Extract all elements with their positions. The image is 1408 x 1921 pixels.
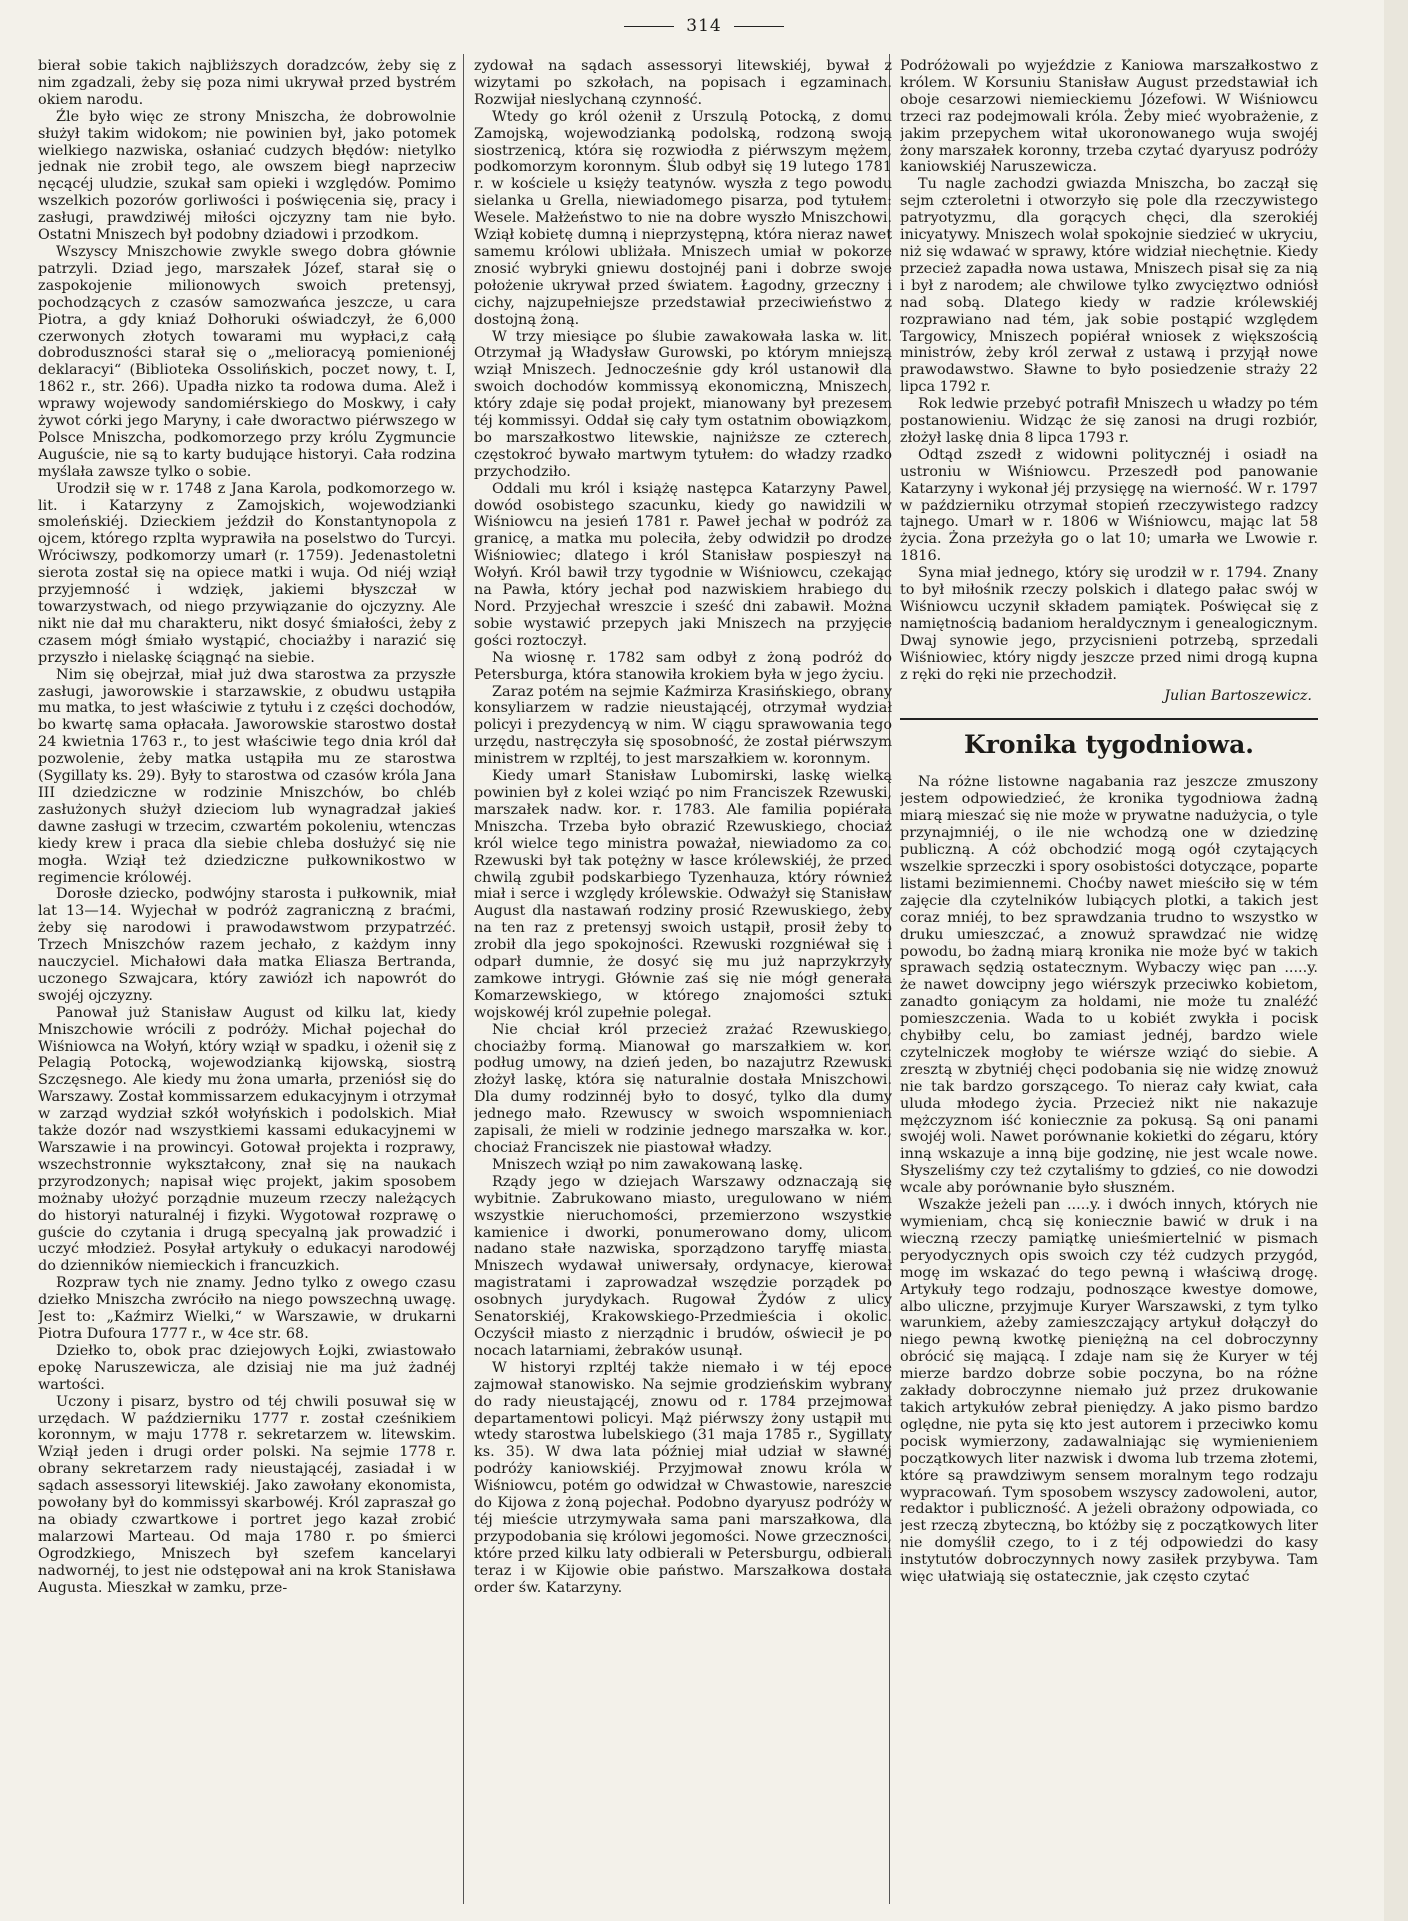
page-number: 314 [0,16,1408,36]
section-divider [900,718,1318,720]
paragraph: Wszakże jeżeli pan .....y. i dwóch innych, których nie wymieniam, chcą się koniecznie bawić w druk i na wieczną rzeczy pamiątkę unieśmiertelnić w pismach peryodycznych opis swoich czy téż cudzych przygód, mogę im wskazać do tego pewną i właściwą drogę. Artykuły tego rodzaju, podnoszące kwestye domowe, albo uliczne, przyjmuje Kuryer Warszawski, z tym tylko warunkiem, ażeby zamieszczający artykuł dołączył do niego pewną kwotkę pieniężną na cel dobroczynny obrócić się mającą. I zdaje nam się że Kuryer w téj mierze bardzo dobrze sobie poczyna, bo na różne zakłady dobroczynne niemało już przez drukowanie takich artykułów zebrał pieniędzy. A jako pismo bardzo oględne, nie pyta się kto jest autorem i przeciwko komu pocisk wymierzony, zadawalniając się wymienieniem początkowych liter nazwisk i dwoma lub trzema złotemi, które są prawdziwym sensem moralnym tego rodzaju wypracowań. Tym sposobem wszyscy zadowoleni, autor, redaktor i publiczność. A jeżeli obrażony odpowiada, co jest rzeczą zbyteczną, bo któżby się z początkowych liter nie domyślił czego, to i z téj odpowiedzi do kasy instytutów dobroczynnych nowy zasiłek przybywa. Tam więc ułatwiają się ostatecznie, jak często czytać [900,1197,1318,1586]
page-edge [1384,0,1408,1921]
paragraph: Dziełko to, obok prac dziejowych Łojki, zwiastowało epokę Naruszewicza, ale dzisiaj nie ma już żadnéj wartości. [38,1342,456,1393]
paragraph: Rozpraw tych nie znamy. Jedno tylko z owego czasu dziełko Mniszcha zwróciło na niego powszechną uwagę. Jest to: „Kaźmirz Wielki,“ w Warszawie, w drukarni Piotra Dufoura 1777 r., w 4ce str. 68. [38,1275,456,1342]
paragraph: Rok ledwie przebyć potrafił Mniszech u władzy po tém postanowieniu. Widząc że się zanosi na drugi rozbiór, złożył laskę dnia 8 lipca 1793 r. [900,396,1318,446]
column-2 [474,58,892,1898]
paragraph: Panował już Stanisław August od kilku lat, kiedy Mniszchowie wrócili z podróży. Michał pojechał do Wiśniowca na Wołyń, który wziął w spadku, i ożenił się z Pelagią Potocką, wojewodzianką kijowską, siostrą Szczęsnego. Ale kiedy mu żona umarła, przeniósł się do Warszawy. Został kommissarzem edukacyjnym i otrzymał w zarząd wydział szkół wołyńskich i podolskich. Miał także dozór nad wszystkiemi kassami edukacyjnemi w Warszawie i na prowincyi. Gotował projekta i rozprawy, wszechstronnie wykształcony, znał się na naukach przyrodzonych; napisał więc projekt, jakim sposobem możnaby ułożyć porządnie muzeum rzeczy należących do historyi naturalnéj i fizyki. Wygotował rozprawę o guście do czytania i drugą specyalną jak prowadzić i uczyć młodzież. Posyłał artykuły o edukacyi narodowéj do dzienników niemieckich i francuzkich. [38,1004,456,1275]
column-1 [38,58,456,1898]
paragraph: Nie chciał król przecież zrażać Rzewuskiego, chociażby formą. Mianował go marszałkiem w. kor. podług umowy, na dzień jeden, bo nazajutrz Rzewuski złożył laskę, która się naturalnie dostała Mniszchowi. Dla dumy rodzinnéj było to dosyć, tylko dla dumy jednego mało. Rzewuscy w swoich wspomnieniach zapisali, że mieli w rodzinie jednego marszałka w. kor., chociaż Franciszek nie piastował władzy. [474,1021,892,1156]
author-signature: Julian Bartoszewicz. [1164,687,1312,704]
paragraph: Oddali mu król i książę następca Katarzyny Pawel, dowód osobistego szacunku, kiedy go nawidzili w Wiśniowcu na jesień 1781 r. Paweł jechał w podróż za granicę, a matka mu poleciła, żeby odwidził po drodze Wiśniowiec; dlatego i król Stanisław pospieszył na Wołyń. Król bawił trzy tygodnie w Wiśniowcu, czekając na Pawła, który jechał pod nazwiskiem hrabiego du Nord. Przyjechał wreszcie i sześć dni zabawił. Można sobie wystawić przepych jaki Mniszech na przyjęcie gości roztoczył. [474,480,892,649]
paragraph: Nim się obejrzał, miał już dwa starostwa za przyszłe zasługi, jaworowskie i starzawskie, z obudwu ustąpiła mu matka, to jest właściwie z tytułu i z części dochodów, bo kwartę sama opłacała. Jaworowskie starostwo dostał 24 kwietnia 1763 r., to jest właściwie tego dnia król dał pozwolenie, żeby matka ustąpiła mu ze starostwa (Sygillaty ks. 29). Były to starostwa od czasów króla Jana III dziedziczne w rodzinie Mniszchów, bo chléb zasłużonych służył dzieciom lub wynagradzał jakieś dawne zasługi w trzecim, czwartém pokoleniu, wtenczas kiedy krew i praca dla siebie chleba dosłużyć się nie mogła. Wziął też dziedziczne pułkownikostwo w regimencie królowéj. [38,666,456,886]
paragraph: Na wiosnę r. 1782 sam odbył z żoną podróż do Petersburga, która stanowiła krokiem była w jego życiu. [474,649,892,683]
paragraph: Odtąd zszedł z widowni politycznéj i osiadł na ustroniu w Wiśniowcu. Przeszedł pod panowanie Katarzyny i wykonał jéj przysięgę na wierność. W r. 1797 w październiku otrzymał stopień rzeczywistego radzcy tajnego. Umarł w r. 1806 w Wiśniowcu, mając lat 58 życia. Żona przeżyła go o lat 10; umarła we Lwowie r. 1816. [900,446,1318,565]
paragraph: W historyi rzpltéj także niemało i w téj epoce zajmował stanowisko. Na sejmie grodzieńskim wybrany do rady nieustającéj, znowu od r. 1784 przejmował departamentowi policyi. Mąż piérwszy żony ustąpił mu wtedy starostwa lubelskiego (31 maja 1785 r., Sygillaty ks. 35). W dwa lata później miał udział w sławnéj podróży kaniowskiéj. Przyjmował znowu króla w Wiśniowcu, potém go odwidzał w Chwastowie, nareszcie do Kijowa z żoną pojechał. Podobno dyaryusz podróży w téj mieście utrzymywała sama pani marszałkowa, dla przypodobania się królowi jegomości. Nowe grzeczności, które przed kilku laty odbierali w Petersburgu, odbierali teraz i w Kijowie obie państwo. Marszałkowa dostała order św. Katarzyny. [474,1359,892,1596]
paragraph: Rządy jego w dziejach Warszawy odznaczają się wybitnie. Zabrukowano miasto, uregulowano w niém wszystkie nieruchomości, przemierzono wszystkie kamienice i dworki, ponumerowano domy, ulicom nadano stałe nazwiska, sporządzono taryffę miasta. Mniszech wydawał uniwersały, ordynacye, kierował magistratami i zaprowadzał wszędzie porządek po osobnych jurydykach. Rugował Żydów z ulicy Senatorskiéj, Krakowskiego-Przedmieścia i okolic. Oczyścił miasto z nierządnic i brudów, oświecił je po nocach latarniami, żebraków usunął. [474,1173,892,1359]
column-3 [900,58,1318,1898]
paragraph: Syna miał jednego, który się urodził w r. 1794. Znany to był miłośnik rzeczy polskich i dlatego pałac swój w Wiśniowcu uczynił składem pamiątek. Poświęcał się z namiętnością badaniom heraldycznym i genealogicznym. Dwaj synowie jego, przycisnieni potrzebą, sprzedali Wiśniowiec, który nigdy jeszcze przed nimi drogą kupna z ręki do ręki nie przechodził. [900,565,1318,683]
paragraph: Podróżowali po wyjeździe z Kaniowa marszałkostwo z królem. W Korsuniu Stanisław August przedstawiał ich oboje cesarzowi niemieckiemu Józefowi. W Wiśniowcu trzeci raz podejmowali króla. Żeby mieć wyobrażenie, z jakim przepychem witał ukoronowanego wuja swojéj żony marszałek koronny, trzeba czytać dyaryusz podróży kaniowskiéj Naruszewicza. [900,58,1318,176]
paragraph: Na różne listowne nagabania raz jeszcze zmuszony jestem odpowiedzieć, że kronika tygodniowa żadną miarą mieszać się nie może w prywatne nadużycia, o tyle przynajmniéj, o ile nie wchodzą one w dziedzinę publiczną. A cóż obchodzić mogą ogół czytających wszelkie sprzeczki i spory osobistości dotyczące, poparte listami bezimiennemi. Choćby nawet mieściło się w tém zajęcie dla czytelników lubiących plotki, a takich jest coraz mniéj, to bez sprawdzania trudno to wszystko w druku umieszczać, a znowuż sprawdzać nie widzę powodu, bo żadną miarą kronika nie może być w takich sprawach sędzią ostatecznym. Wybaczy więc pan .....y. że nawet dowcipny jego wiérszyk przeciwko kobietom, zanadto goniącym za holdami, nie może tu znaléźć pomieszczenia. Wada to u kobiét zwykła i pocisk chybiłby celu, bo zamiast jednéj, bardzo wiele czytelniczek mogłoby te wiérsze wziąć do siebie. A zresztą w zbytniéj chęci podobania się nie widzę znowuż nie tak bardzo gorszącego. To nieraz cały kwiat, cała uluda młodego życia. Przecież nikt nie nakazuje mężczyznom iść koniecznie za pokusą. Są oni panami swojéj woli. Nawet porównanie kokietki do zégaru, który inną wskazuje a inną bije godzinę, nie jest wcale nowe. Słyszeliśmy czy też czytaliśmy to gdzieś, co nie dowodzi wcale aby porównanie było słuszném. [900,774,1318,1197]
paragraph: Wszyscy Mniszchowie zwykle swego dobra głównie patrzyli. Dziad jego, marszałek Józef, starał się o zaspokojenie milionowych swoich pretensyj, pochodzących z czasów samozwańca jeszcze, u cara Piotra, a gdy kniaź Dołhoruki oświadczył, że 6,000 czerwonych złotych towarami mu wypłaci,z całą dobroduszności starał się o „melioracyą pomienionéj deklaracyi“ (Biblioteka Ossolińskich, poczet nowy, t. I, 1862 r., str. 266). Upadła nizko ta rodowa duma. Alež i wprawy wojewody sandomiérskiego do Moskwy, i cały żywot córki jego Maryny, i całe dworactwo piérwszego w Polsce Mniszcha, podkomorzego przy królu Zygmuncie Auguście, nie są to karty budujące historyi. Cała rodzina myślała zawsze tylko o sobie. [38,243,456,480]
paragraph: Źle było więc ze strony Mniszcha, że dobrowolnie służył takim widokom; nie powinien był, jako potomek wielkiego nazwiska, osłaniać cudzych błędów: nietylko jednak nie zrobił tego, ale owszem biegł naprzeciw nęcącéj uludzie, szukał sam opieki i względów. Pomimo wszelkich pozorów gorliwości i poświęcenia się, pracy i zasługi, prawdziwéj miłości ojczyzny tam nie było. Ostatni Mniszech był podobny dziadowi i przodkom. [38,108,456,244]
paragraph: zydował na sądach assessoryi litewskiéj, bywał z wizytami po szkołach, na popisach i egzaminach. Rozwijał nieslychaną czynność. [474,58,892,108]
paragraph: Dorosłe dziecko, podwójny starosta i pułkownik, miał lat 13—14. Wyjechał w podróż zagraniczną z braćmi, żeby się narodowi i prawodawstwom przypatrzéć. Trzech Mniszchów razem jechało, z każdym inny nauczyciel. Michałowi dała matka Eliasza Bertranda, uczonego Szwajcara, który zawiózł ich napowrót do swojéj ojczyzny. [38,886,456,1004]
paragraph: Zaraz potém na sejmie Kaźmirza Krasińskiego, obrany konsyliarzem w radzie nieustającéj, otrzymał wydział policyi i prezydencyą w nim. W ciągu sprawowania tego urzędu, nastręczyła się sposobność, że został piérwszym ministrem w rzpltéj, to jest marszałkiem w. koronnym. [474,683,892,768]
section-title: Kronika tygodniowa. [964,730,1254,760]
paragraph: Tu nagle zachodzi gwiazda Mniszcha, bo zaczął się sejm czteroletni i otworzyło się pole dla rzeczywistego patryotyzmu, dla gorących chęci, dla szerokiéj inicyatywy. Mniszech wolał spokojnie siedzieć w ukryciu, niż się wdawać w sprawy, które widział niechętnie. Kiedy przecież zapadła nowa ustawa, Mniszech pisał się za nią i był z narodem; ale chwilowe tylko zwycięztwo odniósł nad sobą. Dlatego kiedy w radzie królewskiéj rozprawiano nad tém, jak sobie postąpić względem Targowicy, Mniszech popiérał wniosek z większością ministrów, żeby król zerwał z ustawą i przyjął nowe prawodawstwo. Sławne to było posiedzenie straży 22 lipca 1792 r. [900,176,1318,396]
paragraph: Mniszech wziął po nim zawakowaną laskę. [492,1156,803,1173]
column-rule-1 [463,54,464,1904]
paragraph: bierał sobie takich najbliższych doradzców, żeby się z nim zgadzali, żeby się poza nimi ukrywał przed bystrém okiem narodu. [38,58,456,108]
paragraph: Kiedy umarł Stanisław Lubomirski, laskę wielką powinien był z kolei wziąć po nim Franciszek Rzewuski, marszałek nadw. kor. r. 1783. Ale familia popiérała Mniszcha. Trzeba było obrazić Rzewuskiego, chociaż król wielce tego ministra poważał, niewiadomo za co. Rzewuski był tak potężny w łasce królewskiéj, że przed chwilą zgubił podskarbiego Tyzenhauza, który również miał i serce i względy królewskie. Odważył się Stanisław August dla nastawań rodziny prosić Rzewuskiego, żeby na ten raz z pretensyj swoich ustąpił, prosił żeby to zrobił dla jego spokojności. Rzewuski rozgniéwał się i odparł dumnie, że dosyć się mu już naprzykrzyły zamkowe intrygi. Głównie zaś się nie mógł generała Komarzewskiego, w którego znajomości sztuki wojskowéj król zupełnie polegał. [474,768,892,1021]
paragraph: Urodził się w r. 1748 z Jana Karola, podkomorzego w. lit. i Katarzyny z Zamojskich, wojewodzianki smoleńskiéj. Dzieckiem jeździł do Konstantynopola z ojcem, którego rzplta wyprawiła na poselstwo do Turcyi. Wróciwszy, podkomorzy umarł (r. 1759). Jedenastoletni sierota został się na opiece matki i wuja. Od niéj wziął przyjemność i wdzięk, jakiemi błyszczał w towarzystwach, od niego przywiązanie do ojczyzny. Ale nikt nie dał mu charakteru, nikt dosyć śmiałości, żeby z czasem mógł śmiało wystąpić, chociażby i narazić się przyszło i nielaskę ściągnąć na siebie. [38,480,456,666]
paragraph: Wtedy go król ożenił z Urszulą Potocką, z domu Zamojską, wojewodzianką podolską, rodzoną swoją siostrzenicą, która się rozwiodła z piérwszym mężem, podkomorzym koronnym. Ślub odbył się 19 lutego 1781 r. w kościele u księży teatynów. wyszła z tego powodu sielanka u Grella, niewiadomego pisarza, pod tytułem: Wesele. Małżeństwo to nie na dobre wyszło Mniszchowi. Wziął kobietę dumną i nieprzystępną, która nieraz nawet samemu królowi ubliżała. Mniszech umiał w pokorze znosić wybryki gniewu dostojnéj pani i dobrze swoje położenie ukrywał przed światem. Łagodny, grzeczny i cichy, najzupełniejsze przedstawiał przeciwieństwo z dostojną żoną. [474,108,892,328]
paragraph: Uczony i pisarz, bystro od téj chwili posuwał się w urzędach. W październiku 1777 r. został cześnikiem koronnym, w maju 1778 r. sekretarzem w. litewskim. Wziął jeden i drugi order polski. Na sejmie 1778 r. obrany sekretarzem rady nieustającéj, zasiadał i w sądach assessoryi litewskiéj. Jako zawołany ekonomista, powołany był do kommissyi skarbowéj. Król zapraszał go na obiady czwartkowe i portret jego kazał zrobić malarzowi Marteau. Od maja 1780 r. po śmierci Ogrodzkiego, Mniszech był szefem kancelaryi nadwornéj, to jest nie odstępował ani na krok Stanisława Augusta. Mieszkał w zamku, prze- [38,1393,456,1596]
paragraph: W trzy miesiące po ślubie zawakowała laska w. lit. Otrzymał ją Władysław Gurowski, po którym mniejszą wziął Mniszech. Jednocześnie gdy król ustanowił dla swoich dochodów kommissyą ekonomiczną, Mniszech, który zdaje się podał projekt, mianowany był prezesem téj kommissyi. Oddał się cały tym ostatnim obowiązkom, bo marszałkostwo litewskie, najniższe ze czterech, częstokroć bywało martwym tytułem: do władzy rzadko przychodziło. [474,328,892,480]
